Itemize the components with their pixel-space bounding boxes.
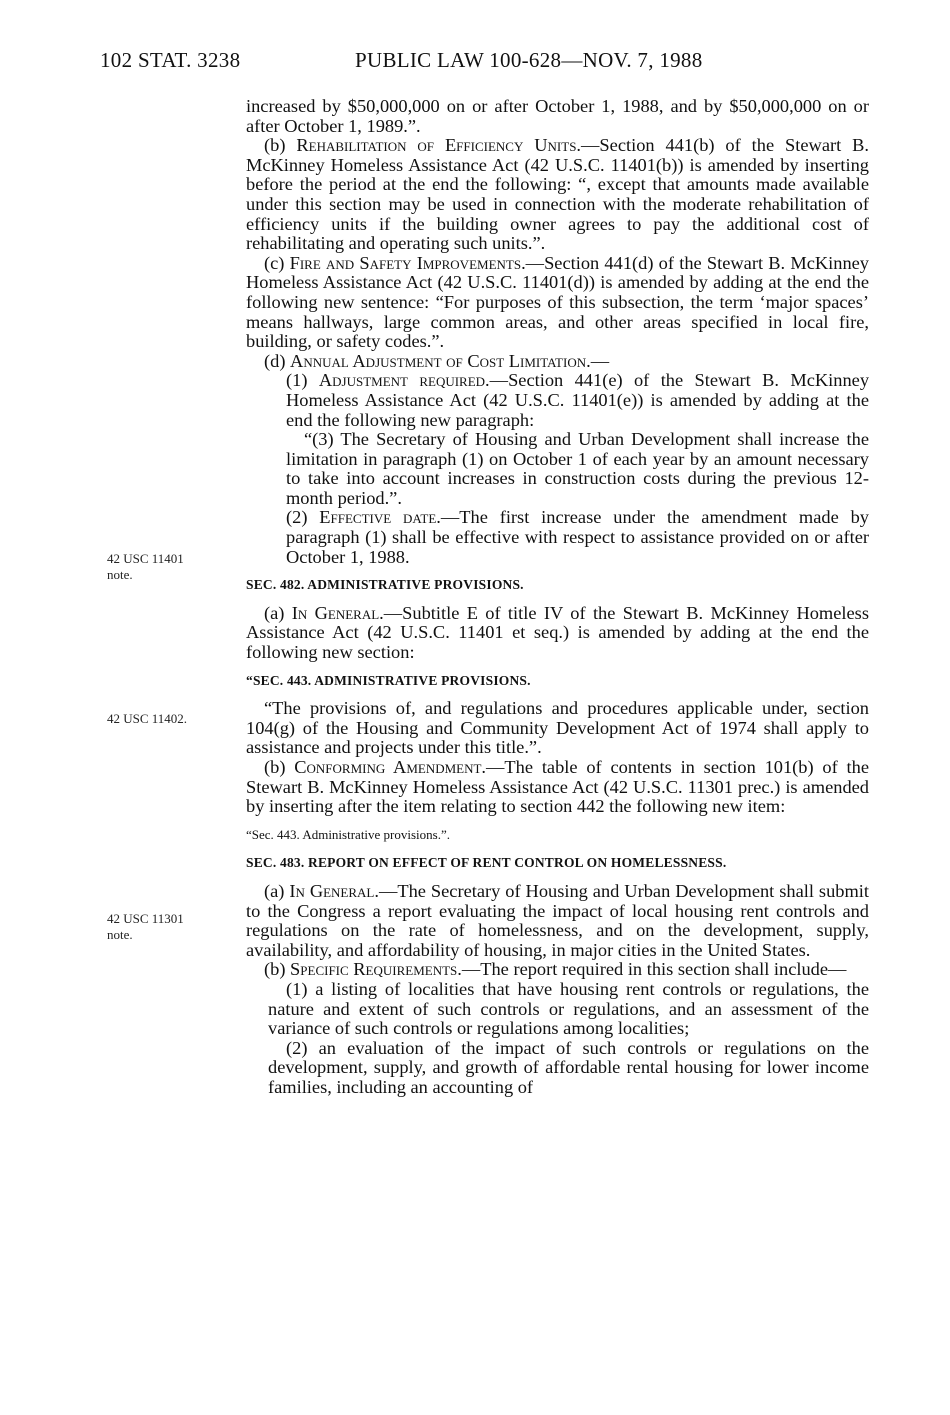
subsection-heading: In General. [289, 880, 379, 901]
subsection-label: (b) [264, 135, 297, 156]
law-title: PUBLIC LAW 100-628—NOV. 7, 1988 [355, 48, 703, 72]
paragraph-label: (1) [286, 370, 319, 391]
subsection-b [246, 136, 869, 254]
subsection-heading: Annual Adjustment of Cost Limitation. [290, 350, 591, 371]
subsection-heading: Conforming Amendment. [294, 757, 487, 777]
margin-note-3-line1: 42 USC 11301 [107, 911, 184, 926]
subsection-heading: Specific Requirements. [290, 959, 462, 980]
paragraph-d1 [246, 371, 869, 430]
subsection-c [246, 254, 869, 352]
subsection-heading: Rehabilitation of Efficiency Units. [296, 135, 582, 156]
subsection-label: (c) [264, 252, 290, 273]
subsection-label: (a) [264, 880, 290, 901]
section-443-heading: “SEC. 443. ADMINISTRATIVE PROVISIONS. [246, 672, 531, 688]
subsection-heading: In General. [291, 602, 384, 623]
paragraph-text: —Section 441(e) of the Stewart B. McKinney Homeless Assistance Act (42 U.S.C. 11401(e)) is amended by adding at the end the following new paragraph: [286, 370, 870, 430]
subsection-label: (b) [264, 959, 291, 980]
subsection-text: —Section 441(d) of the Stewart B. McKinney Homeless Assistance Act (42 U.S.C. 11401(d)) is amended by adding at the end the following new sentence: “For purposes of this subsection, the term ‘major spaces’ means hallways, large common areas, and other areas specified in local fire, building, or safety codes.”. [246, 252, 869, 352]
section-483-subsection-a [246, 882, 869, 960]
subsection-heading: Fire and Safety Improvements. [289, 252, 526, 273]
section-482-subsection-a [246, 604, 869, 663]
paragraph-b1: (1) a listing of localities that have housing rent controls or regulations, the nature and extent of such controls or regulations, and an assessment of the variance of such controls or regulations among localities; [268, 978, 869, 1039]
section-483-subsection-b [246, 960, 869, 980]
subsection-label: (b) [264, 757, 295, 777]
margin-note-1-line1: 42 USC 11401 [107, 551, 184, 566]
subsection-text: —The table of contents in section 101(b) of the Stewart B. McKinney Homeless Assistance Act (42 U.S.C. 11301 prec.) is amended by inserting after the item relating to section 442 the following new item: [246, 757, 869, 817]
paragraph-heading: Effective date. [319, 507, 441, 528]
margin-note-3-line2: note. [107, 927, 133, 942]
toc-new-item: “Sec. 443. Administrative provisions.”. [246, 826, 451, 842]
margin-note-3 [107, 911, 184, 943]
section-482-heading: SEC. 482. ADMINISTRATIVE PROVISIONS. [246, 577, 524, 593]
subsection-label: (d) [264, 350, 291, 371]
quoted-paragraph-3: “(3) The Secretary of Housing and Urban Development shall increase the limitation in paragraph (1) on October 1 of each year by an amount necessary to take into account increases in construction costs during the previous 12-month period.”. [286, 429, 869, 508]
paragraph-continuation: increased by $50,000,000 on or after October 1, 1988, and by $50,000,000 on or after October 1, 1989.”. [246, 96, 869, 136]
page-header [100, 48, 870, 78]
margin-note-1 [107, 551, 184, 583]
subsection-d [246, 352, 869, 372]
margin-note-2 [107, 711, 187, 727]
subsection-text: —Section 441(b) of the Stewart B. McKinney Homeless Assistance Act (42 U.S.C. 11401(b)) is amended by inserting before the period at the end the following: “, except that amounts made available under this section may be used in connection with the moderate rehabilitation of efficiency units if the building owner agrees to pay the additional cost of rehabilitating and operating such units.”. [246, 135, 869, 254]
section-483-heading: SEC. 483. REPORT ON EFFECT OF RENT CONTROL ON HOMELESSNESS. [246, 855, 727, 871]
margin-note-1-line2: note. [107, 567, 133, 582]
body-text [246, 97, 869, 1098]
subsection-label: (a) [264, 602, 292, 623]
section-482-subsection-b [246, 758, 869, 817]
paragraph-text: —The first increase under the amendment made by paragraph (1) shall be effective with respect to assistance provided on or after October 1, 1988. [286, 507, 869, 567]
subsection-text: — [590, 350, 610, 371]
subsection-text: —The report required in this section shall include— [461, 959, 847, 980]
section-443-text: “The provisions of, and regulations and procedures applicable under, section 104(g) of the Housing and Community Development Act of 1974 shall apply to assistance and projects under this title.”. [246, 698, 869, 758]
paragraph-b2: (2) an evaluation of the impact of such controls or regulations on the development, supply, and growth of affordable rental housing for lower income families, including an accounting of [268, 1037, 869, 1097]
paragraph-d2 [246, 508, 869, 567]
margin-note-2-line1: 42 USC 11402. [107, 711, 188, 726]
subsection-text: —The Secretary of Housing and Urban Development shall submit to the Congress a report evaluating the impact of local housing rent controls and regulations on the rate of homelessness, and on the development, supply, availability, and affordability of housing, in major cities in the United States. [246, 880, 869, 960]
paragraph-heading: Adjustment required. [318, 370, 490, 391]
subsection-text: —Subtitle E of title IV of the Stewart B. McKinney Homeless Assistance Act (42 U.S.C. 11401 et seq.) is amended by adding at the end the following new section: [246, 602, 869, 663]
paragraph-label: (2) [286, 507, 320, 528]
stat-page-number: 102 STAT. 3238 [100, 48, 241, 72]
